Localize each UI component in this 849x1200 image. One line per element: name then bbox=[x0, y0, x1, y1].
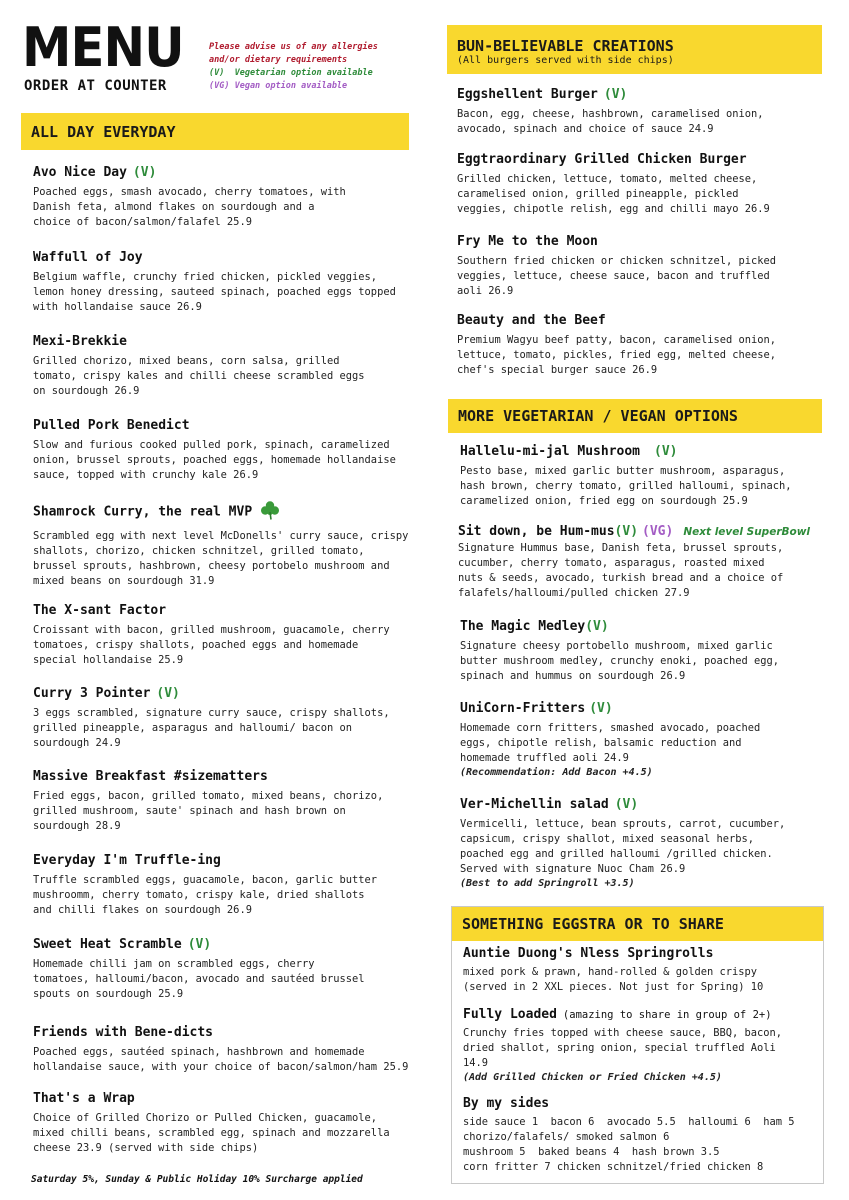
vegetarian-tag: (V) bbox=[585, 619, 609, 634]
vegetarian-legend: (V) Vegetarian option available bbox=[209, 68, 373, 78]
surcharge-footer: Saturday 5%, Sunday & Public Holiday 10% Surcharge applied bbox=[31, 1174, 363, 1185]
menu-item bbox=[33, 603, 433, 668]
item-description: Crunchy fries topped with cheese sauce, BBQ, bacon, dried shallot, spring onion, special truffled Aoli 14.9 bbox=[463, 1027, 783, 1069]
menu-item bbox=[460, 701, 830, 778]
item-description: Premium Wagyu beef patty, bacon, caramelised onion, lettuce, tomato, pickles, fried egg, melted cheese, chef's special burger sauce 26.9 bbox=[457, 334, 777, 376]
vegetarian-tag: (V) bbox=[156, 686, 180, 701]
vegan-tag: (VG) bbox=[642, 524, 674, 539]
section-vegetarian-vegan bbox=[448, 399, 822, 433]
item-description: Slow and furious cooked pulled pork, spinach, caramelized onion, brussel sprouts, poached eggs, homemade hollandaise sauce, topped with crunchy kale 26.9 bbox=[33, 439, 396, 481]
vegan-legend: (VG) Vegan option available bbox=[209, 81, 348, 91]
item-description: Truffle scrambled eggs, guacamole, bacon, garlic butter mushroomm, cherry tomato, crispy kale, dried shallots and chilli flakes on sourdough 26.9 bbox=[33, 874, 378, 916]
item-description: Choice of Grilled Chorizo or Pulled Chicken, guacamole, mixed chilli beans, scrambled egg, spinach and mozzarella cheese 23.9 (served with side chips) bbox=[33, 1112, 390, 1154]
vegetarian-tag: (V) bbox=[614, 524, 639, 539]
shamrock-icon bbox=[260, 500, 280, 524]
order-at-counter-label: ORDER AT COUNTER bbox=[24, 78, 167, 94]
item-name: Sweet Heat Scramble bbox=[33, 937, 182, 952]
item-name: The X-sant Factor bbox=[33, 603, 167, 618]
item-description: Grilled chicken, lettuce, tomato, melted cheese, caramelised onion, grilled pineapple, pickled veggies, chipotle relish, egg and chilli mayo 26.9 bbox=[457, 173, 770, 215]
item-description: Fried eggs, bacon, grilled tomato, mixed beans, chorizo, grilled mushroom, saute' spinach and hash brown on sourdough 28.9 bbox=[33, 790, 384, 832]
section-title: ALL DAY EVERYDAY bbox=[31, 123, 176, 141]
item-name: Fry Me to the Moon bbox=[457, 234, 598, 249]
item-recommendation: (Add Grilled Chicken or Fried Chicken +4.5) bbox=[463, 1072, 722, 1083]
item-recommendation: (Best to add Springroll +3.5) bbox=[460, 878, 635, 889]
menu-item bbox=[460, 797, 830, 889]
menu-title: MENU bbox=[22, 16, 184, 79]
item-description: Signature cheesy portobello mushroom, mixed garlic butter mushroom medley, crunchy enoki, poached egg, spinach and hummus on sourdough 26.9 bbox=[460, 640, 780, 682]
section-something-eggstra bbox=[452, 907, 823, 941]
vegetarian-tag: (V) bbox=[589, 701, 613, 716]
menu-item bbox=[33, 165, 433, 230]
item-name: Sit down, be Hum-mus bbox=[458, 524, 615, 539]
vegetarian-tag: (V) bbox=[603, 87, 628, 102]
menu-item bbox=[463, 1096, 823, 1175]
menu-item bbox=[33, 853, 433, 918]
item-description: Croissant with bacon, grilled mushroom, guacamole, cherry tomatoes, crispy shallots, poached eggs and homemade special hollandaise 25.9 bbox=[33, 624, 390, 666]
section-burgers bbox=[447, 25, 822, 74]
superbowl-label: Next level SuperBowl bbox=[683, 526, 811, 538]
item-description: side sauce 1 bacon 6 avocado 5.5 halloumi 6 ham 5 chorizo/falafels/ smoked salmon 6 mushroom 5 baked beans 4 hash brown 3.5 corn fritter 7 chicken schnitzel/fried chicken 8 bbox=[463, 1116, 795, 1173]
item-name: Waffull of Joy bbox=[33, 250, 143, 265]
item-description: Signature Hummus base, Danish feta, brussel sprouts, cucumber, cherry tomato, asparagus, roasted mixed nuts & seeds, avocado, turkish bread and a choice of falafels/halloumi/pulled chicken 27.9 bbox=[458, 542, 784, 599]
item-recommendation: (Recommendation: Add Bacon +4.5) bbox=[460, 767, 653, 778]
allergy-note-line-1: Please advise us of any allergies bbox=[209, 42, 378, 52]
item-description: Poached eggs, sautéed spinach, hashbrown and homemade hollandaise sauce, with your choice of bacon/salmon/ham 25.9 bbox=[33, 1046, 409, 1073]
item-name: UniCorn-Fritters bbox=[460, 701, 586, 716]
item-description: 3 eggs scrambled, signature curry sauce, crispy shallots, grilled pineapple, asparagus and halloumi/ bacon on sourdough 24.9 bbox=[33, 707, 390, 749]
item-name: Shamrock Curry, the real MVP bbox=[33, 504, 253, 520]
menu-item bbox=[33, 1091, 443, 1156]
item-description: Scrambled egg with next level McDonells' curry sauce, crispy shallots, chorizo, chicken schnitzel, grilled tomato, brussel sprouts, hashbrown, cheesy portobelo mushroom and mixed beans on sourdough 31.9 bbox=[33, 530, 409, 587]
item-description: Southern fried chicken or chicken schnitzel, picked veggies, lettuce, cheese sauce, bacon and truffled aoli 26.9 bbox=[457, 255, 777, 297]
menu-item bbox=[33, 769, 433, 834]
item-description: Pesto base, mixed garlic butter mushroom, asparagus, hash brown, cherry tomato, grilled halloumi, spinach, caramelized onion, fried egg on sourdough 25.9 bbox=[460, 465, 792, 507]
item-name: Hallelu-mi-jal Mushroom bbox=[460, 444, 641, 459]
menu-item bbox=[463, 946, 823, 995]
item-name: Avo Nice Day bbox=[33, 165, 127, 180]
menu-item bbox=[33, 686, 433, 751]
menu-item bbox=[457, 313, 827, 378]
item-name: Eggshellent Burger bbox=[457, 87, 598, 102]
vegetarian-tag: (V) bbox=[187, 937, 212, 952]
item-name: Fully Loaded bbox=[463, 1007, 557, 1022]
menu-item bbox=[33, 418, 443, 483]
item-name: The Magic Medley bbox=[460, 619, 586, 634]
item-name: Ver-Michellin salad bbox=[460, 797, 609, 812]
item-name: Friends with Bene-dicts bbox=[33, 1025, 214, 1040]
item-name: Beauty and the Beef bbox=[457, 313, 606, 328]
item-aside: (amazing to share in group of 2+) bbox=[562, 1009, 772, 1021]
item-name: Massive Breakfast #sizematters bbox=[33, 769, 268, 784]
item-name: Curry 3 Pointer bbox=[33, 686, 151, 701]
menu-item bbox=[457, 152, 827, 217]
vegetarian-tag: (V) bbox=[654, 444, 678, 459]
vegetarian-tag: (V) bbox=[614, 797, 639, 812]
vegetarian-tag: (V) bbox=[132, 165, 157, 180]
menu-item bbox=[33, 334, 433, 399]
item-description: Homemade corn fritters, smashed avocado, poached eggs, chipotle relish, balsamic reduction and homemade truffled aoli 24.9 bbox=[460, 722, 761, 764]
dietary-notes bbox=[209, 41, 378, 93]
item-name: Auntie Duong's Nless Springrolls bbox=[463, 946, 714, 961]
section-title: SOMETHING EGGSTRA OR TO SHARE bbox=[462, 915, 724, 933]
item-description: Grilled chorizo, mixed beans, corn salsa, grilled tomato, crispy kales and chilli cheese scrambled eggs on sourdough 26.9 bbox=[33, 355, 365, 397]
item-description: Poached eggs, smash avocado, cherry tomatoes, with Danish feta, almond flakes on sourdough and a choice of bacon/salmon/falafel 25.9 bbox=[33, 186, 346, 228]
item-name: Everyday I'm Truffle-ing bbox=[33, 853, 221, 868]
item-name: That's a Wrap bbox=[33, 1091, 135, 1106]
section-subtitle: (All burgers served with side chips) bbox=[457, 55, 674, 66]
menu-item bbox=[33, 1025, 443, 1075]
menu-item bbox=[460, 619, 830, 684]
item-description: mixed pork & prawn, hand-rolled & golden crispy (served in 2 XXL pieces. Not just for Spring) 10 bbox=[463, 966, 764, 993]
item-name: Pulled Pork Benedict bbox=[33, 418, 190, 433]
menu-item bbox=[457, 234, 827, 299]
menu-item bbox=[458, 524, 838, 601]
item-name: Mexi-Brekkie bbox=[33, 334, 127, 349]
item-name: Eggtraordinary Grilled Chicken Burger bbox=[457, 152, 747, 167]
menu-item bbox=[457, 87, 827, 137]
section-all-day-everyday bbox=[21, 113, 409, 150]
menu-item bbox=[33, 500, 443, 589]
item-description: Bacon, egg, cheese, hashbrown, caramelised onion, avocado, spinach and choice of sauce 24.9 bbox=[457, 108, 764, 135]
menu-item bbox=[33, 937, 433, 1002]
item-description: Homemade chilli jam on scrambled eggs, cherry tomatoes, halloumi/bacon, avocado and sautéed brussel spouts on sourdough 25.9 bbox=[33, 958, 365, 1000]
item-name: By my sides bbox=[463, 1096, 550, 1111]
section-title: MORE VEGETARIAN / VEGAN OPTIONS bbox=[458, 407, 738, 425]
menu-item bbox=[33, 250, 443, 315]
section-title: BUN-BELIEVABLE CREATIONS bbox=[457, 37, 674, 55]
allergy-note-line-2: and/or dietary requirements bbox=[209, 55, 348, 65]
item-description: Vermicelli, lettuce, bean sprouts, carrot, cucumber, capsicum, crispy shallot, mixed seasonal herbs, poached egg and grilled halloumi /grilled chicken. Served with signature Nuoc Cham 26.9 bbox=[460, 818, 786, 875]
item-description: Belgium waffle, crunchy fried chicken, pickled veggies, lemon honey dressing, sauteed spinach, poached eggs topped with hollandaise sauce 26.9 bbox=[33, 271, 396, 313]
menu-item bbox=[460, 444, 830, 509]
menu-item bbox=[463, 1007, 823, 1083]
